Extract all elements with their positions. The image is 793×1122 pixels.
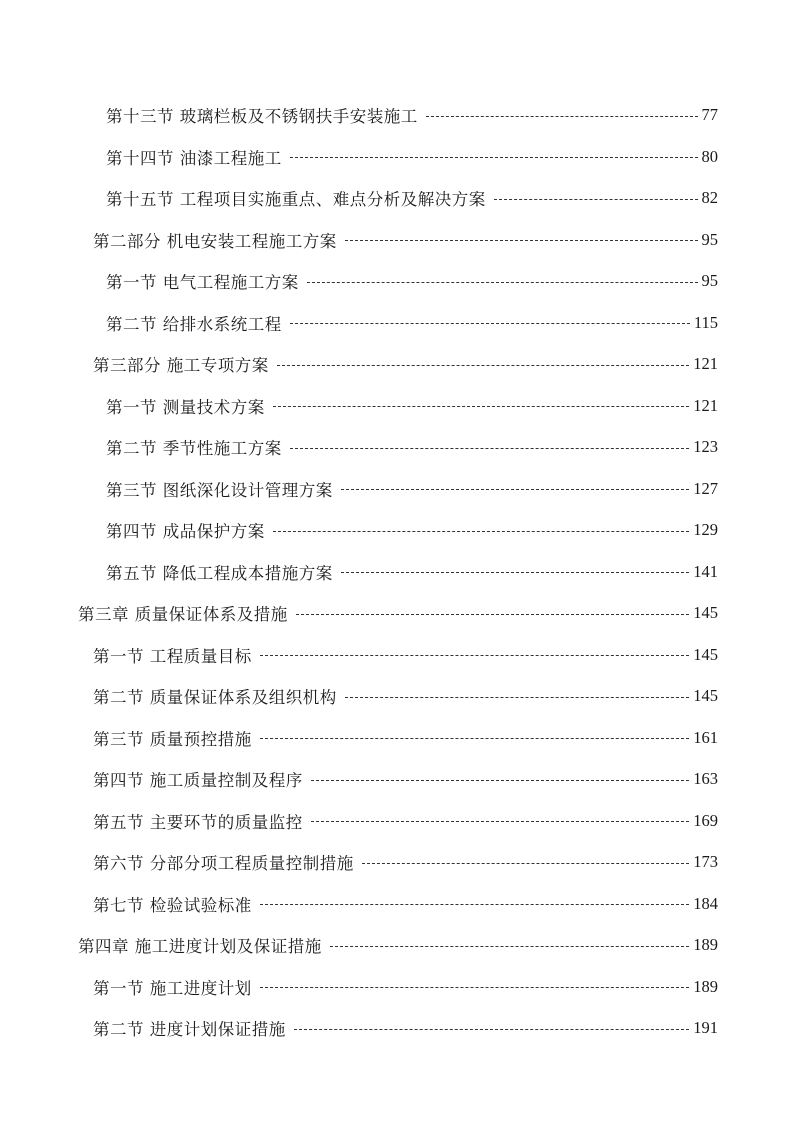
toc-entry-page: 173 xyxy=(693,852,718,871)
toc-entry[interactable] xyxy=(106,95,718,135)
toc-entry[interactable] xyxy=(106,510,718,550)
toc-entry-page: 127 xyxy=(693,478,718,498)
toc-entry-title: 第四节 施工质量控制及程序 xyxy=(93,771,303,790)
toc-entry[interactable] xyxy=(78,925,718,965)
toc-entry[interactable] xyxy=(93,220,718,260)
toc-entry[interactable] xyxy=(106,427,718,467)
toc-entry-page: 95 xyxy=(701,271,718,290)
toc-entry-title: 第一节 测量技术方案 xyxy=(106,397,265,417)
toc-entry-title: 第三部分 施工专项方案 xyxy=(93,356,269,375)
toc-entry-page: 189 xyxy=(693,935,718,954)
toc-entry[interactable] xyxy=(106,261,718,301)
toc-leader xyxy=(341,489,690,490)
toc-entry-title: 第六节 分部分项工程质量控制措施 xyxy=(93,854,354,873)
toc-entry[interactable] xyxy=(106,303,718,343)
toc-entry-page: 80 xyxy=(701,146,718,166)
toc-leader xyxy=(290,448,690,449)
toc-entry-page: 191 xyxy=(693,1018,718,1037)
toc-entry[interactable] xyxy=(106,137,718,177)
toc-leader xyxy=(494,199,698,200)
toc-leader xyxy=(277,365,690,366)
toc-leader xyxy=(260,904,690,905)
toc-leader xyxy=(290,157,698,158)
toc-entry-title: 第二部分 机电安装工程施工方案 xyxy=(93,231,337,251)
toc-entry-title: 第一节 施工进度计划 xyxy=(93,978,252,998)
toc-leader xyxy=(341,572,690,573)
toc-leader xyxy=(311,780,690,781)
toc-entry-title: 第七节 检验试验标准 xyxy=(93,895,252,915)
toc-entry-page: 189 xyxy=(693,976,718,996)
toc-leader xyxy=(345,697,690,698)
toc-entry-title: 第五节 主要环节的质量监控 xyxy=(93,812,303,832)
toc-leader xyxy=(290,323,690,324)
toc-leader xyxy=(273,406,690,407)
toc-entry-title: 第一节 工程质量目标 xyxy=(93,646,252,666)
toc-entry-page: 145 xyxy=(693,603,718,622)
toc-entry-page: 184 xyxy=(693,893,718,913)
toc-entry-page: 145 xyxy=(693,686,718,705)
toc-entry-title: 第一节 电气工程施工方案 xyxy=(106,273,299,292)
toc-entry[interactable] xyxy=(93,1008,718,1048)
toc-leader xyxy=(273,531,690,532)
toc-entry-page: 161 xyxy=(693,727,718,747)
toc-entry[interactable] xyxy=(93,635,718,675)
toc-entry-page: 123 xyxy=(693,437,718,456)
toc-entry-title: 第十三节 玻璃栏板及不锈钢扶手安装施工 xyxy=(106,107,418,126)
toc-entry-page: 82 xyxy=(701,188,718,207)
toc-leader xyxy=(260,738,690,739)
toc-entry-title: 第五节 降低工程成本措施方案 xyxy=(106,563,333,583)
toc-entry-page: 115 xyxy=(693,312,718,332)
toc-entry-page: 163 xyxy=(693,769,718,788)
toc-entry[interactable] xyxy=(93,759,718,799)
toc-entry-page: 121 xyxy=(693,395,718,415)
toc-entry-title: 第二节 季节性施工方案 xyxy=(106,439,282,458)
toc-entry[interactable] xyxy=(93,842,718,882)
toc-entry-page: 121 xyxy=(693,354,718,373)
toc-entry-page: 145 xyxy=(693,644,718,664)
toc-entry-page: 95 xyxy=(701,229,718,249)
toc-entry[interactable] xyxy=(93,344,718,384)
toc-leader xyxy=(296,614,690,615)
toc-leader xyxy=(294,1029,690,1030)
toc-leader xyxy=(260,987,690,988)
toc-entry-title: 第四章 施工进度计划及保证措施 xyxy=(78,937,322,956)
toc-entry[interactable] xyxy=(93,884,718,924)
toc-entry[interactable] xyxy=(106,178,718,218)
toc-entry-title: 第二节 给排水系统工程 xyxy=(106,314,282,334)
toc-entry-title: 第二节 质量保证体系及组织机构 xyxy=(93,688,337,707)
toc-entry-title: 第十五节 工程项目实施重点、难点分析及解决方案 xyxy=(106,190,486,209)
toc-entry[interactable] xyxy=(93,801,718,841)
toc-entry-title: 第三章 质量保证体系及措施 xyxy=(78,605,288,624)
toc-leader xyxy=(307,282,698,283)
toc-leader xyxy=(330,946,690,947)
toc-entry[interactable] xyxy=(93,967,718,1007)
toc-leader xyxy=(345,240,698,241)
toc-entry-page: 77 xyxy=(701,105,718,124)
toc-entry[interactable] xyxy=(93,718,718,758)
toc-entry[interactable] xyxy=(106,469,718,509)
toc-leader xyxy=(426,116,698,117)
toc-entry-page: 169 xyxy=(693,810,718,830)
toc-entry[interactable] xyxy=(106,552,718,592)
toc-entry-page: 129 xyxy=(693,520,718,539)
toc-entry-title: 第三节 质量预控措施 xyxy=(93,729,252,749)
toc-entry-title: 第十四节 油漆工程施工 xyxy=(106,148,282,168)
toc-entry-title: 第三节 图纸深化设计管理方案 xyxy=(106,480,333,500)
toc-leader xyxy=(362,863,690,864)
toc-entry-page: 141 xyxy=(693,561,718,581)
toc-leader xyxy=(311,821,690,822)
toc-entry[interactable] xyxy=(93,676,718,716)
toc-entry-title: 第四节 成品保护方案 xyxy=(106,522,265,541)
toc-entry[interactable] xyxy=(106,386,718,426)
toc-entry-title: 第二节 进度计划保证措施 xyxy=(93,1020,286,1039)
toc-leader xyxy=(260,655,690,656)
toc-entry[interactable] xyxy=(78,593,718,633)
